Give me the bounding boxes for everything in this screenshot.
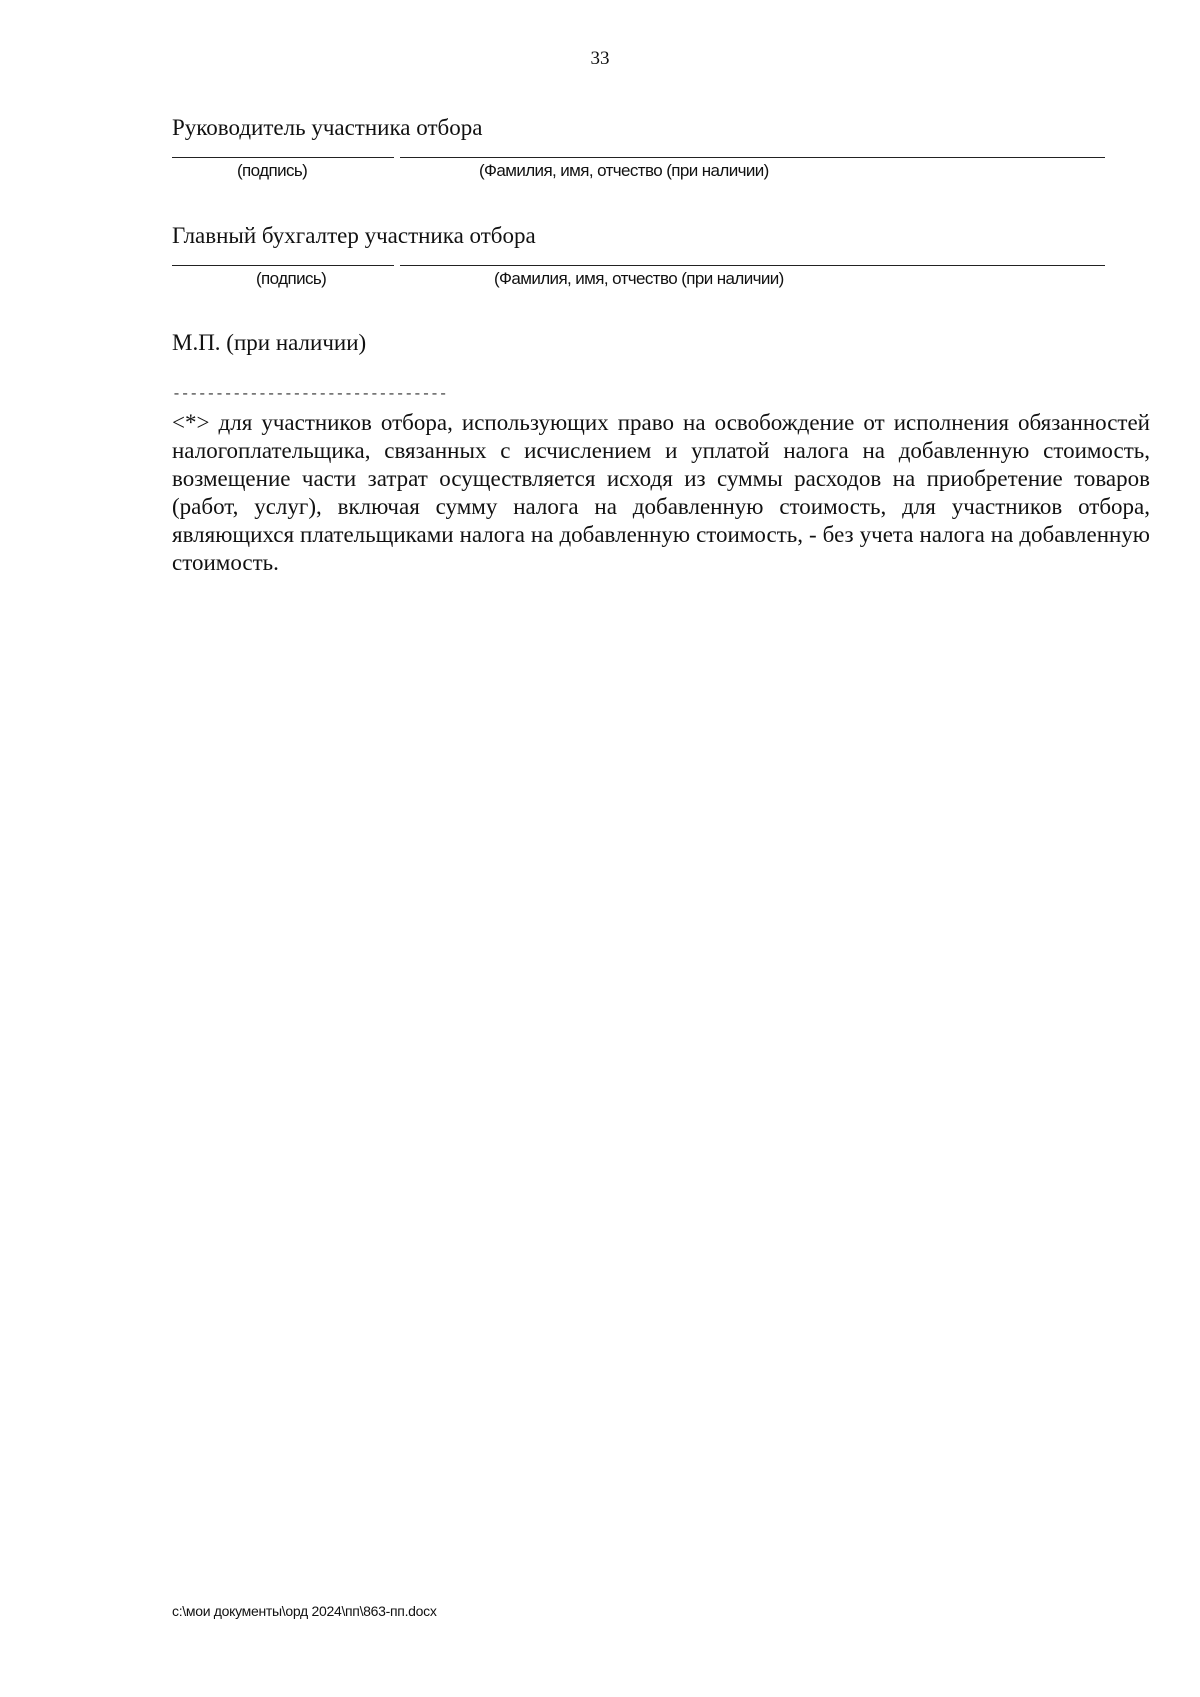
footer-file-path: c:\мои документы\орд 2024\пп\863-пп.docx	[172, 1603, 437, 1619]
signature-block-head	[172, 113, 1105, 181]
name-line	[400, 157, 1105, 158]
signature-caption: (подпись)	[256, 269, 327, 288]
signature-lines	[172, 145, 1105, 161]
signature-lines	[172, 253, 1105, 269]
seal-label: М.П. (при наличии)	[172, 330, 367, 355]
signature-caption: (подпись)	[237, 161, 308, 180]
signature-title: Руководитель участника отбора	[172, 115, 483, 140]
signature-captions	[172, 161, 1105, 181]
name-line	[400, 265, 1105, 266]
page-number: 33	[590, 48, 610, 69]
name-caption: (Фамилия, имя, отчество (при наличии)	[494, 269, 784, 288]
name-caption: (Фамилия, имя, отчество (при наличии)	[479, 161, 769, 180]
signature-block-accountant	[172, 221, 1105, 289]
signature-captions	[172, 269, 1105, 289]
signature-line	[172, 157, 394, 158]
footnote-separator: --------------------------------	[172, 386, 448, 403]
signature-title: Главный бухгалтер участника отбора	[172, 223, 536, 248]
signature-line	[172, 265, 394, 266]
footnote-text: <*> для участников отбора, использующих право на освобождение от исполнения обязанностей налогоплательщика, связанных с исчислением и уплатой налога на добавленную стоимость, возмещение части затрат осуществляется исходя из суммы расходов на приобретение товаров (работ, услуг), включая сумму налога на добавленную стоимость, для участников отбора, являющихся плательщиками налога на добавленную стоимость, - без учета налога на добавленную стоимость.	[172, 410, 1150, 575]
